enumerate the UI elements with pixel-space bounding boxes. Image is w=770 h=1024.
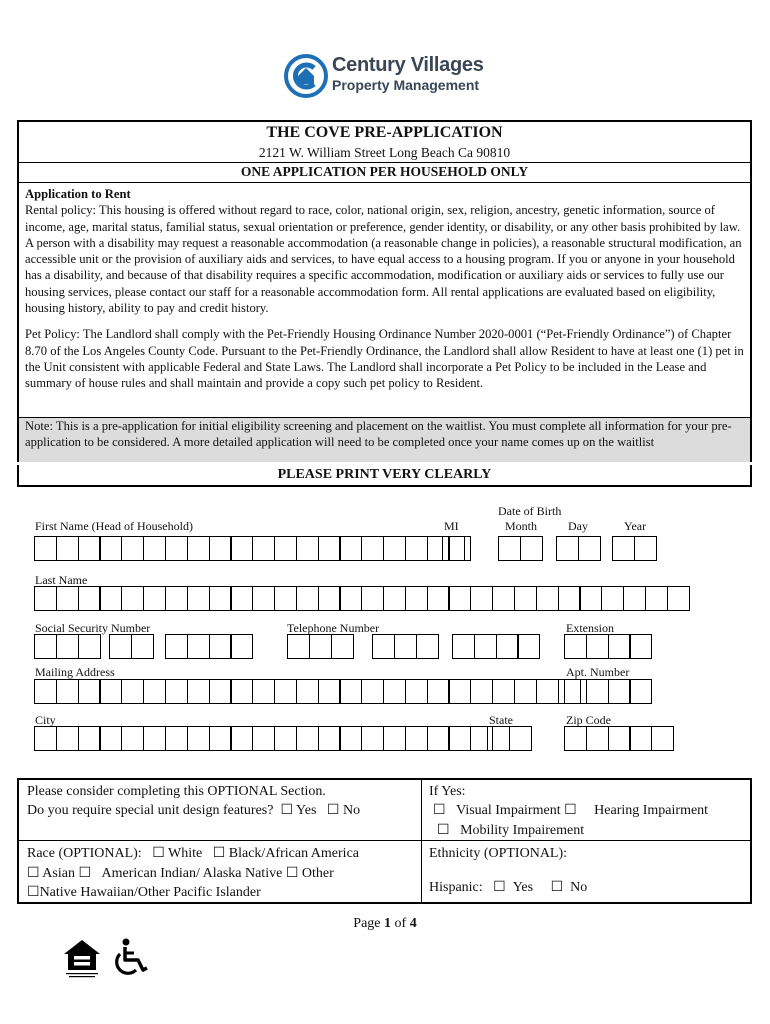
waitlist-note: Note: This is a pre-application for initial eligibility screening and placement on the waitlist. You must complete all information for your pre-application to be considered. A more detailed application will need to be completed once your name comes up on the waitlist <box>19 417 750 462</box>
hearing-label: Hearing Impairment <box>594 803 709 818</box>
footer-icons <box>60 934 160 982</box>
last-name-field[interactable] <box>34 586 690 611</box>
ssn-field-2[interactable] <box>109 634 154 659</box>
page-title: THE COVE PRE-APPLICATION <box>266 124 503 141</box>
race-row-2 <box>27 865 334 883</box>
mobility-label: Mobility Impairement <box>460 823 585 838</box>
property-address: 2121 W. William Street Long Beach Ca 90810 <box>258 145 511 160</box>
policy-text <box>25 186 744 402</box>
hispanic-yes-checkbox[interactable]: ☐ <box>493 880 506 895</box>
month-label: Month <box>505 519 538 533</box>
divider <box>19 840 750 841</box>
hawaiian-checkbox[interactable]: ☐ <box>27 885 40 900</box>
mi-field[interactable] <box>442 536 465 561</box>
divider <box>19 182 750 183</box>
ethnicity-label: Ethnicity (OPTIONAL): <box>429 846 568 861</box>
application-heading: Application to Rent <box>25 187 131 201</box>
hispanic-row <box>429 879 587 897</box>
equal-housing-icon <box>60 936 104 980</box>
print-clearly-banner: PLEASE PRINT VERY CLEARLY <box>17 465 752 487</box>
design-question-text: Do you require special unit design features? <box>27 803 274 818</box>
apt-field[interactable] <box>564 679 652 704</box>
white-label: White <box>168 846 203 861</box>
divider <box>19 162 750 163</box>
mailing-label: Mailing Address <box>35 665 115 679</box>
mailing-field[interactable] <box>34 679 581 704</box>
page-prefix: Page <box>353 916 385 931</box>
first-name-field[interactable] <box>34 536 471 561</box>
native-label: American Indian/ Alaska Native <box>101 866 283 881</box>
city-label: City <box>35 713 56 727</box>
white-checkbox[interactable]: ☐ <box>152 846 165 861</box>
asian-checkbox[interactable]: ☐ <box>27 866 40 881</box>
hispanic-no-label: No <box>570 880 588 895</box>
design-question <box>27 802 360 820</box>
page-of: of <box>391 916 410 931</box>
other-checkbox[interactable]: ☐ <box>285 866 299 881</box>
visual-label: Visual Impairment <box>456 803 561 818</box>
state-field[interactable] <box>487 726 532 751</box>
header-box <box>17 120 752 462</box>
pet-policy: Pet Policy: The Landlord shall comply with the Pet-Friendly Housing Ordinance Number 2020-0001 (“Pet-Friendly Ordinance”) of Chapter 8.70 of the Los Angeles County Code. Pursuant to the Pet-Friendly Ordinance, the Landlord shall allow Resident to have at least one (1) pet in the Unit consistent with applicable Federal and State Laws. The Landlord shall incorporate a Pet Policy to be included in the Lease and summary of house rules and shall maintain and provide a copy such pet policy to Resident. <box>25 327 744 391</box>
state-label: State <box>489 713 513 727</box>
hawaiian-label: Native Hawaiian/Other Pacific Islander <box>39 885 261 900</box>
race-row <box>27 845 359 863</box>
rental-policy: Rental policy: This housing is offered without regard to race, color, national origin, sex, religion, ancestry, genetic information, source of income, age, marital status, familial status, sexual orientation or preference, gender identity, or disability, or any other basis prohibited by law. A person with a disability may request a reasonable accommodation (a reasonable change in policies), a reasonable structural modification, an accessible unit or the provision of auxiliary aids and services, to have equal access to a housing program. If you or anyone in your household has a disability, and because of that disability requires a specific accommodation, modification or auxiliary aids or services to fully use our housing services, please contact our staff for a reasonable accommodation form. All rental applications are evaluated based on eligibility, housing history, ability to pay and credit history. <box>25 203 742 316</box>
year-label: Year <box>624 519 647 533</box>
hispanic-no-checkbox[interactable]: ☐ <box>550 880 564 895</box>
logo-subtitle: Property Management <box>332 77 480 93</box>
divider <box>421 780 422 902</box>
dob-label: Date of Birth <box>498 504 562 518</box>
day-label: Day <box>568 519 588 533</box>
wheelchair-icon <box>110 936 154 980</box>
extension-label: Extension <box>566 621 614 635</box>
apt-label: Apt. Number <box>566 665 630 679</box>
phone-field-area[interactable] <box>287 634 354 659</box>
impairment-row <box>433 802 708 820</box>
optional-intro: Please consider completing this OPTIONAL Section. <box>27 784 326 799</box>
mi-label: MI <box>444 519 459 533</box>
page-current: 1 <box>384 916 392 931</box>
last-name-label: Last Name <box>35 573 88 587</box>
hispanic-yes-label: Yes <box>512 880 534 895</box>
phone-field-line[interactable] <box>452 634 540 659</box>
year-field[interactable] <box>612 536 657 561</box>
optional-section <box>17 778 752 904</box>
design-no-label: No <box>342 803 361 818</box>
ssn-field-3[interactable] <box>165 634 253 659</box>
phone-label: Telephone Number <box>287 621 380 635</box>
design-no-checkbox[interactable]: ☐ <box>326 803 340 818</box>
hearing-checkbox[interactable]: ☐ <box>564 803 577 818</box>
first-name-label: First Name (Head of Household) <box>35 519 193 533</box>
design-yes-checkbox[interactable]: ☐ <box>280 803 294 818</box>
page-total: 4 <box>409 916 417 931</box>
city-field[interactable] <box>34 726 493 751</box>
mobility-row <box>437 822 584 840</box>
day-field[interactable] <box>556 536 601 561</box>
logo-mark-icon <box>284 54 328 98</box>
month-field[interactable] <box>498 536 543 561</box>
hispanic-label: Hispanic: <box>429 880 483 895</box>
household-notice: ONE APPLICATION PER HOUSEHOLD ONLY <box>240 164 529 179</box>
if-yes-label: If Yes: <box>429 784 466 799</box>
native-checkbox[interactable]: ☐ <box>78 866 92 881</box>
design-yes-label: Yes <box>296 803 317 818</box>
zip-field[interactable] <box>564 726 674 751</box>
company-logo <box>284 52 504 100</box>
ssn-field-1[interactable] <box>34 634 101 659</box>
asian-label: Asian <box>42 866 75 881</box>
black-label: Black/African America <box>228 846 359 861</box>
phone-field-prefix[interactable] <box>372 634 439 659</box>
race-label: Race (OPTIONAL): <box>27 846 142 861</box>
black-checkbox[interactable]: ☐ <box>212 846 226 861</box>
mobility-checkbox[interactable]: ☐ <box>437 823 450 838</box>
race-row-3 <box>27 884 261 902</box>
logo-name: Century Villages <box>332 54 484 76</box>
page-number <box>0 916 770 932</box>
extension-field[interactable] <box>564 634 652 659</box>
zip-label: Zip Code <box>566 713 611 727</box>
visual-checkbox[interactable]: ☐ <box>433 803 446 818</box>
other-label: Other <box>301 866 334 881</box>
ssn-label: Social Security Number <box>35 621 151 635</box>
